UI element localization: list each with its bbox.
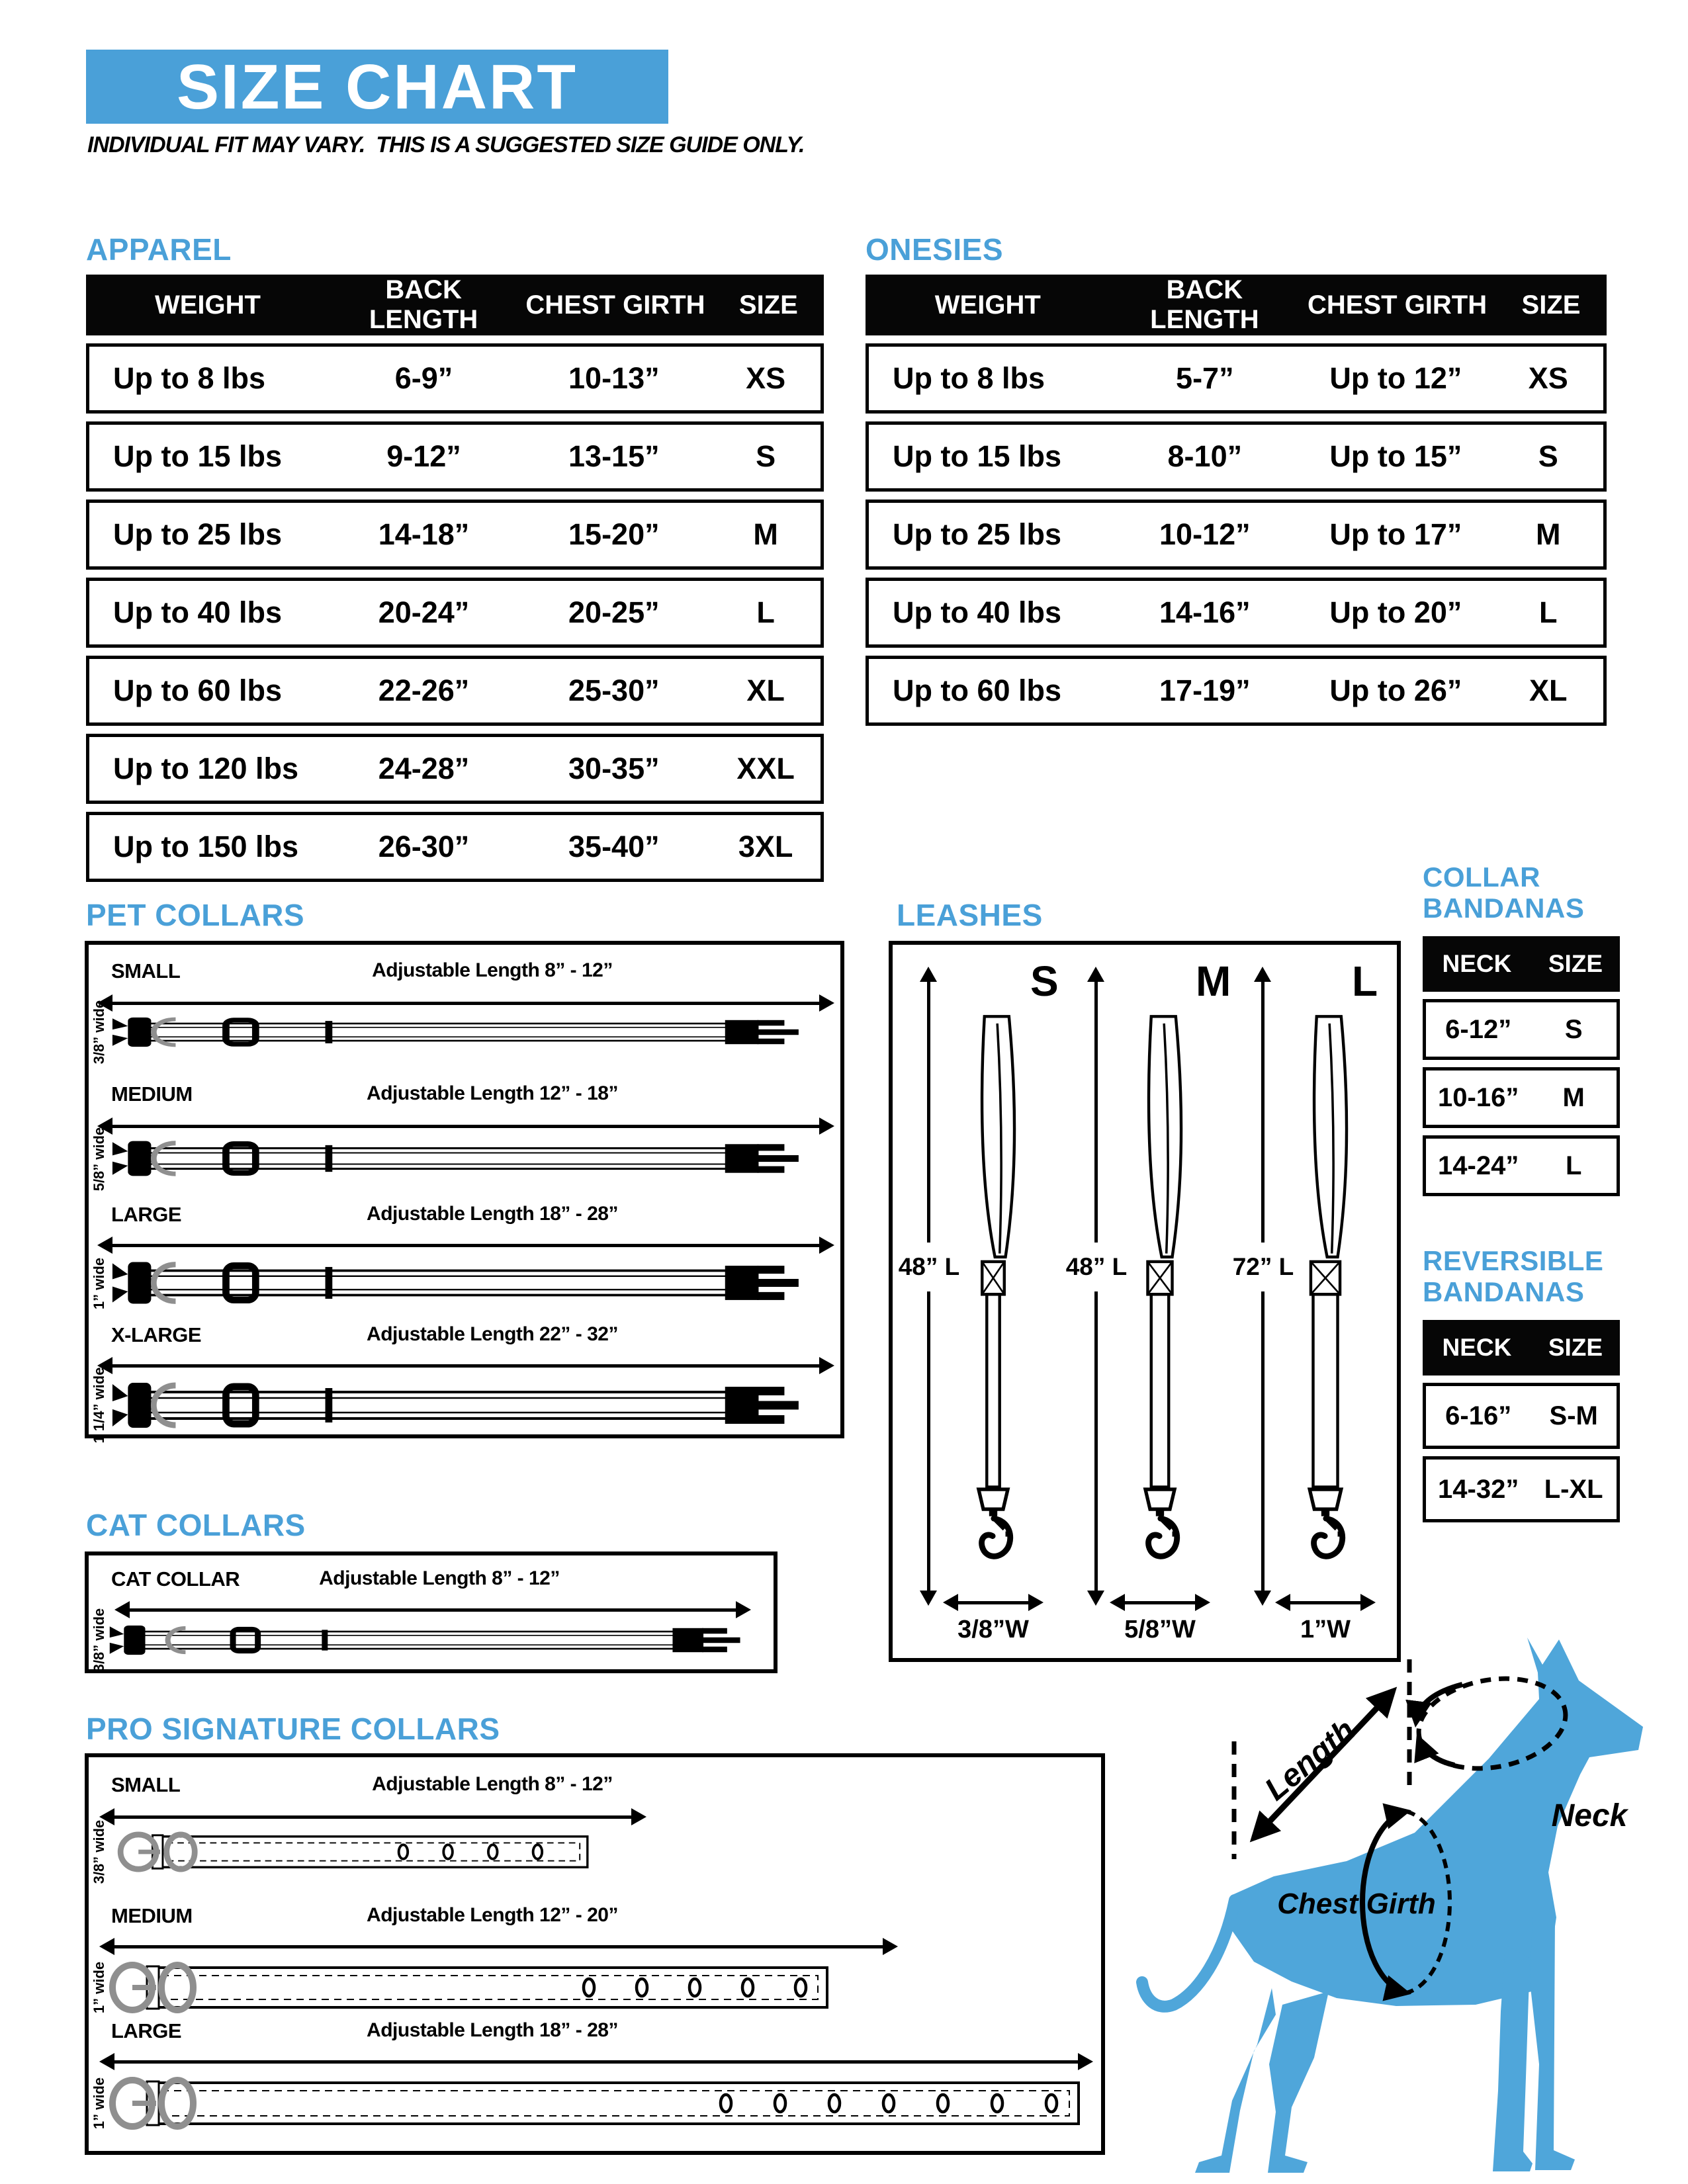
collar-bandanas-table (1423, 936, 1620, 1196)
pro-collar-diagram-small (109, 1833, 598, 1871)
leash-m-width: 5/8”W (1124, 1616, 1196, 1643)
col-size: SIZE (738, 290, 798, 320)
length-label: Length (1258, 1712, 1362, 1808)
length-arrow (111, 1364, 821, 1368)
table-row: Up to 25 lbs 14-18” 15-20” M (86, 500, 824, 570)
pro-collar-diagram-medium (109, 1962, 830, 2013)
col-chest-girth: CHEST GIRTH (1308, 290, 1488, 320)
table-row: Up to 40 lbs 14-16” Up to 20” L (866, 578, 1607, 648)
page-title-text: SIZE CHART (177, 52, 578, 122)
cat-collars-box (85, 1551, 777, 1673)
pet-collar-xlarge-width: 1 1/4” wide (91, 1367, 107, 1444)
onesies-table-header (866, 275, 1607, 335)
col-weight: WEIGHT (154, 290, 261, 320)
col-neck: NECK (1442, 1334, 1512, 1361)
leash-m-length: 48” L (1063, 1243, 1130, 1291)
cat-collar-length: Adjustable Length 8” - 12” (319, 1567, 560, 1589)
leash-diagram-l (1276, 975, 1375, 1597)
col-back-length: BACK LENGTH (369, 275, 478, 334)
pro-collar-large-label: LARGE (111, 2019, 181, 2042)
pro-collar-medium-length: Adjustable Length 12” - 20” (367, 1904, 618, 1926)
col-chest-girth: CHEST GIRTH (525, 290, 705, 320)
leash-diagram-m (1110, 975, 1210, 1597)
leash-m-label: M (1196, 957, 1231, 1005)
cat-collar-width: 3/8” wide (91, 1608, 107, 1673)
reversible-bandanas-heading: REVERSIBLE BANDANAS (1423, 1245, 1604, 1308)
pet-collar-diagram-small (111, 1015, 821, 1049)
pet-collar-diagram-medium (111, 1138, 821, 1179)
table-row: Up to 15 lbs 9-12” 13-15” S (86, 421, 824, 492)
pet-collar-diagram-xlarge (111, 1379, 821, 1432)
cat-collars-heading: CAT COLLARS (86, 1508, 306, 1542)
onesies-table (866, 275, 1607, 726)
table-row: Up to 15 lbs 8-10” Up to 15” S (866, 421, 1607, 492)
leash-l-label: L (1352, 957, 1378, 1005)
col-size: SIZE (1548, 950, 1603, 977)
leashes-box (889, 941, 1401, 1662)
table-row: 10-16” M (1423, 1067, 1620, 1128)
pro-collar-small-width: 3/8” wide (91, 1819, 107, 1884)
col-size: SIZE (1521, 290, 1581, 320)
pet-collars-box (85, 941, 844, 1444)
length-arrow (113, 1945, 884, 1948)
leash-s-length: 48” L (896, 1243, 963, 1291)
cat-collar-diagram (109, 1623, 760, 1657)
pro-collar-large-width: 1” wide (91, 2077, 107, 2130)
page-tagline: INDIVIDUAL FIT MAY VARY. THIS IS A SUGGESTED SIZE GUIDE ONLY. (87, 132, 805, 157)
length-arrow (128, 1608, 737, 1612)
pet-collars-heading: PET COLLARS (86, 898, 305, 932)
apparel-heading: APPAREL (86, 232, 232, 267)
leash-s-label: S (1030, 957, 1059, 1005)
dog-measurement-diagram (1118, 1601, 1688, 2184)
table-row: Up to 120 lbs 24-28” 30-35” XXL (86, 734, 824, 804)
chest-girth-label: Chest Girth (1277, 1888, 1436, 1920)
leash-s-width: 3/8”W (957, 1616, 1029, 1643)
collar-bandanas-header (1423, 936, 1620, 992)
onesies-heading: ONESIES (866, 232, 1004, 267)
pet-collar-large-label: LARGE (111, 1203, 181, 1226)
table-row: 6-12” S (1423, 999, 1620, 1060)
pet-collar-medium-length: Adjustable Length 12” - 18” (367, 1082, 618, 1104)
length-arrow (111, 1002, 821, 1005)
pet-collar-diagram-large (111, 1258, 821, 1307)
reversible-bandanas-table (1423, 1320, 1620, 1522)
pet-collar-medium-width: 5/8” wide (91, 1127, 107, 1192)
col-size: SIZE (1548, 1334, 1603, 1361)
page-title (86, 50, 668, 124)
leash-diagram-s (944, 975, 1043, 1597)
pro-signature-collars-box (85, 1753, 1105, 2155)
table-row: Up to 60 lbs 22-26” 25-30” XL (86, 656, 824, 726)
leashes-heading: LEASHES (897, 898, 1043, 932)
apparel-table-header (86, 275, 824, 335)
table-row: Up to 8 lbs 5-7” Up to 12” XS (866, 343, 1607, 414)
collar-bandanas-heading: COLLAR BANDANAS (1423, 861, 1585, 924)
pet-collar-large-width: 1” wide (91, 1257, 107, 1310)
length-arrow (111, 1244, 821, 1247)
col-neck: NECK (1442, 950, 1512, 977)
length-arrow (111, 1125, 821, 1128)
pet-collar-small-label: SMALL (111, 959, 181, 983)
length-arrow (113, 1815, 633, 1819)
table-row: Up to 8 lbs 6-9” 10-13” XS (86, 343, 824, 414)
table-row: Up to 40 lbs 20-24” 20-25” L (86, 578, 824, 648)
pet-collar-xlarge-label: X-LARGE (111, 1323, 201, 1346)
leash-l-length: 72” L (1230, 1243, 1297, 1291)
col-weight: WEIGHT (934, 290, 1041, 320)
reversible-bandanas-header (1423, 1320, 1620, 1376)
pro-collar-small-length: Adjustable Length 8” - 12” (372, 1773, 613, 1795)
table-row: Up to 25 lbs 10-12” Up to 17” M (866, 500, 1607, 570)
apparel-table (86, 275, 824, 882)
pet-collar-small-width: 3/8” wide (91, 1000, 107, 1065)
pet-collar-small-length: Adjustable Length 8” - 12” (372, 959, 613, 981)
table-row: 14-24” L (1423, 1135, 1620, 1196)
table-row: 14-32” L-XL (1423, 1456, 1620, 1522)
pet-collar-large-length: Adjustable Length 18” - 28” (367, 1203, 618, 1225)
table-row: 6-16” S-M (1423, 1383, 1620, 1449)
pet-collar-medium-label: MEDIUM (111, 1082, 193, 1106)
pro-collar-medium-width: 1” wide (91, 1961, 107, 2014)
neck-label: Neck (1551, 1798, 1628, 1833)
table-row: Up to 150 lbs 26-30” 35-40” 3XL (86, 812, 824, 882)
pro-collar-medium-label: MEDIUM (111, 1904, 193, 1927)
leash-l-width: 1”W (1300, 1616, 1351, 1643)
pro-collar-small-label: SMALL (111, 1773, 181, 1796)
pro-collar-large-length: Adjustable Length 18” - 28” (367, 2019, 618, 2041)
pro-signature-collars-heading: PRO SIGNATURE COLLARS (86, 1712, 500, 1746)
width-arrow-s (957, 1601, 1030, 1604)
col-back-length: BACK LENGTH (1150, 275, 1259, 334)
table-row: Up to 60 lbs 17-19” Up to 26” XL (866, 656, 1607, 726)
length-arrow (113, 2060, 1079, 2064)
cat-collar-label: CAT COLLAR (111, 1567, 240, 1591)
pet-collar-xlarge-length: Adjustable Length 22” - 32” (367, 1323, 618, 1345)
pro-collar-diagram-large (109, 2077, 1081, 2129)
